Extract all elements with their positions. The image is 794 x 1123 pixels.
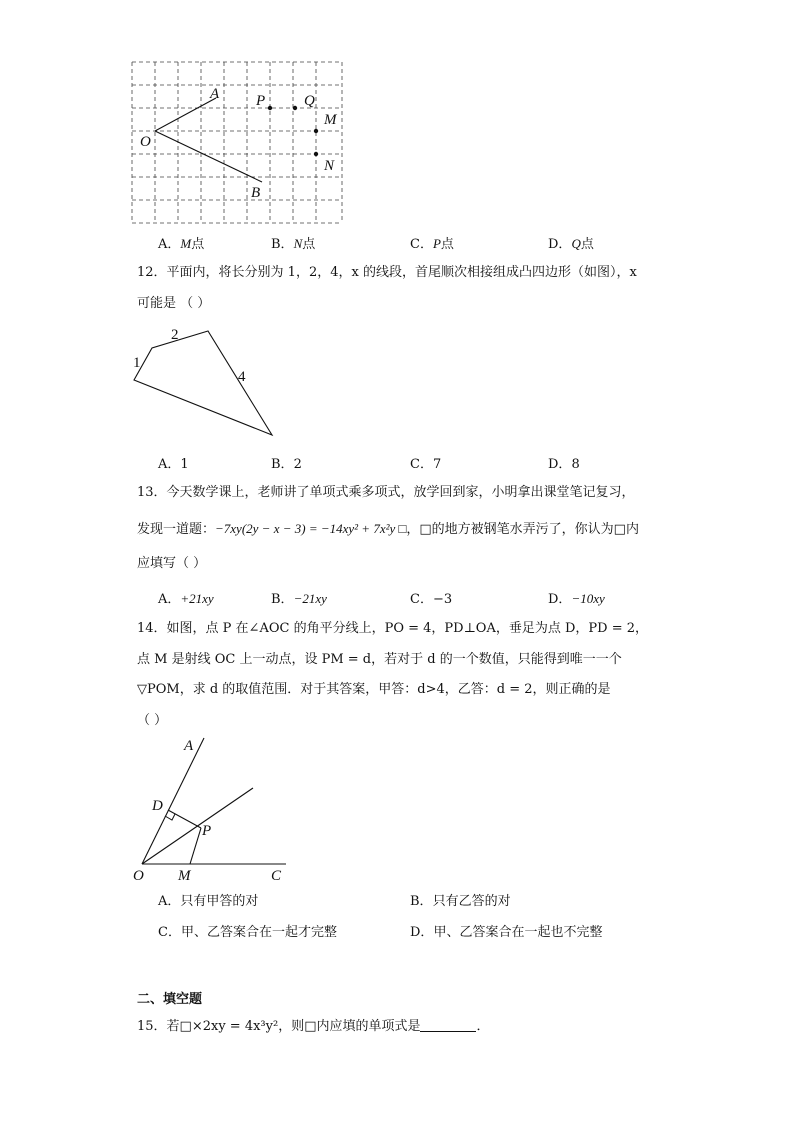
q12-option-a: A．1 <box>158 457 189 472</box>
label-n: N <box>324 158 335 174</box>
point-q-dot <box>293 106 297 110</box>
q14-option-b: B．只有乙答的对 <box>410 894 511 909</box>
ray-ob <box>155 131 262 182</box>
q14-line1: 14．如图，点 P 在∠AOC 的角平分线上，PO = 4，PD⊥OA，垂足为点 D，PD = 2， <box>137 621 648 636</box>
grid-figure <box>130 60 345 225</box>
label-b: B <box>251 185 261 201</box>
q14-option-a: A．只有甲答的对 <box>158 894 259 909</box>
quadrilateral-figure <box>128 322 283 442</box>
q12-option-c: C．7 <box>410 457 442 472</box>
q14-line4: （ ） <box>137 713 168 728</box>
q13-option-b: B．−21xy <box>271 591 327 607</box>
q11-option-d: D．Q点 <box>548 236 594 252</box>
side-label-2: 2 <box>171 327 179 343</box>
q14-line3: ▽POM，求 d 的取值范围．对于其答案，甲答：d>4，乙答：d = 2，则正确的是 <box>137 682 611 697</box>
label-p: P <box>256 93 266 109</box>
q14-line2: 点 M 是射线 OC 上一动点，设 PM = d，若对于 d 的一个数值，只能得到唯一一个 <box>137 652 622 667</box>
section-title: 二、填空题 <box>137 992 203 1007</box>
answer-blank[interactable] <box>420 1018 476 1032</box>
q13-line3: 应填写（ ） <box>137 556 207 571</box>
q13-equation: −7xy(2y − x − 3) = −14xy² + 7x²y □ <box>215 521 407 536</box>
label-q: Q <box>304 93 315 109</box>
label-p: P <box>202 823 212 839</box>
q13-line2: 发现一道题：−7xy(2y − x − 3) = −14xy² + 7x²y □，□的地方被钢笔水弄污了，你认为□内 <box>137 521 639 537</box>
label-a: A <box>184 738 194 754</box>
q12-option-d: D．8 <box>548 457 580 472</box>
label-o: O <box>133 868 144 884</box>
point-m-dot <box>314 129 318 133</box>
label-m: M <box>324 112 337 128</box>
point-n-dot <box>314 152 318 156</box>
q11-option-a: A．M点 <box>158 236 205 252</box>
q13-option-a: A．+21xy <box>158 591 214 607</box>
q11-option-b: B．N点 <box>271 236 316 252</box>
q11-option-c: C．P点 <box>410 236 454 252</box>
q12-line1: 12．平面内，将长分别为 1，2，4，x 的线段，首尾顺次相接组成凸四边形（如图），x <box>137 265 637 280</box>
q14-option-d: D．甲、乙答案合在一起也不完整 <box>410 925 603 940</box>
label-a: A <box>210 86 220 102</box>
q14-option-c: C．甲、乙答案合在一起才完整 <box>158 925 337 940</box>
ray-oa <box>155 98 216 131</box>
q13-option-d: D．−10xy <box>548 591 605 607</box>
segment-pm <box>190 828 201 864</box>
side-label-4: 4 <box>238 369 246 385</box>
label-o: O <box>140 134 151 150</box>
label-d: D <box>152 798 163 814</box>
label-m: M <box>178 868 191 884</box>
q13-line1: 13．今天数学课上，老师讲了单项式乘多项式，放学回到家，小明拿出课堂笔记复习， <box>137 485 635 500</box>
angle-bisector-figure <box>128 730 298 885</box>
q13-option-c: C．−3 <box>410 592 453 607</box>
point-p-dot <box>268 106 272 110</box>
side-label-1: 1 <box>133 355 141 371</box>
q12-line2: 可能是 （ ） <box>137 296 211 311</box>
q12-option-b: B．2 <box>271 457 302 472</box>
label-c: C <box>271 868 282 884</box>
q15-line: 15．若□×2xy = 4x³y²，则□内应填的单项式是 ． <box>137 1019 490 1034</box>
